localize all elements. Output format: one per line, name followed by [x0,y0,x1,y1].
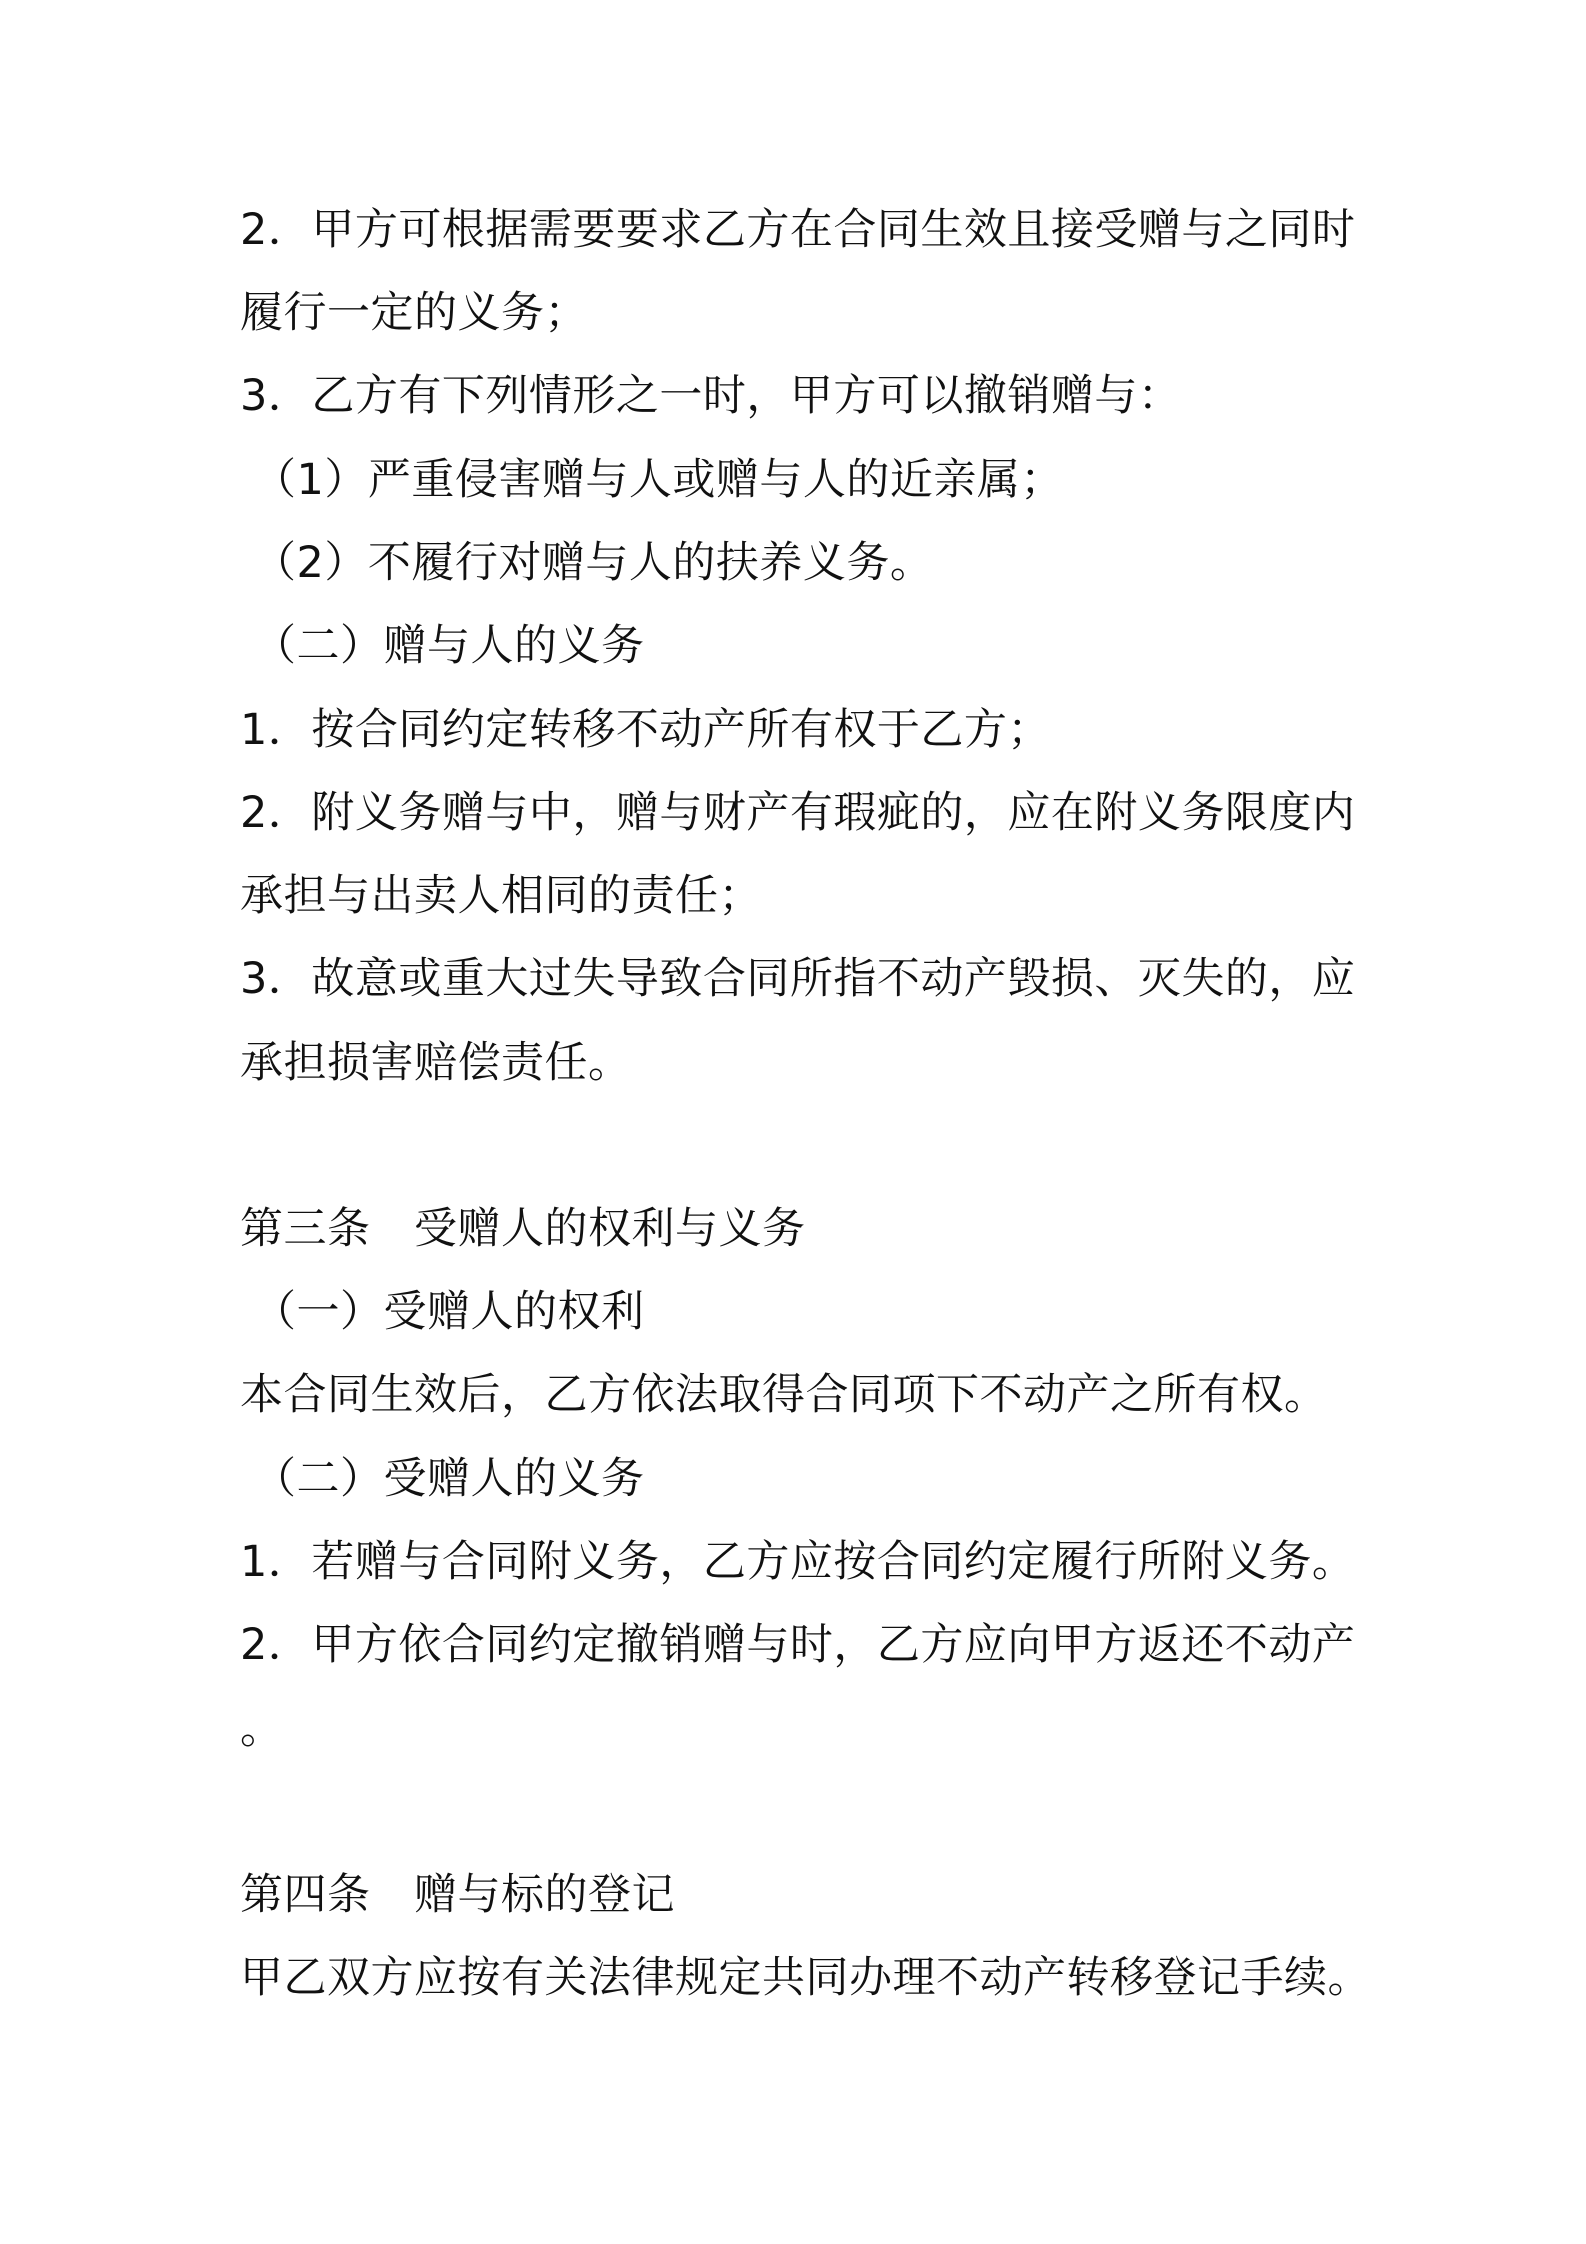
donee-obligation-1: 1．若赠与合同附义务，乙方应按合同约定履行所附义务。 [240,1537,1356,1587]
clause-2-3-item-1: （1）严重侵害赠与人或赠与人的近亲属； [253,455,1064,505]
donor-obligation-2-line-1: 2．附义务赠与中，赠与财产有瑕疵的，应在附义务限度内 [240,788,1356,838]
donee-obligations-heading: （二）受赠人的义务 [253,1454,645,1504]
article-3-heading: 第三条 受赠人的权利与义务 [240,1204,806,1254]
donee-rights-heading: （一）受赠人的权利 [253,1287,645,1337]
donee-obligation-2-line-1: 2．甲方依合同约定撤销赠与时，乙方应向甲方返还不动产 [240,1620,1356,1670]
donor-obligation-3-line-1: 3．故意或重大过失导致合同所指不动产毁损、灭失的，应 [240,954,1356,1004]
clause-2-3: 3．乙方有下列情形之一时，甲方可以撤销赠与： [240,371,1182,421]
article-4-text: 甲乙双方应按有关法律规定共同办理不动产转移登记手续。 [240,1953,1371,2003]
donor-obligation-1: 1．按合同约定转移不动产所有权于乙方； [240,705,1051,755]
donee-rights-text: 本合同生效后，乙方依法取得合同项下不动产之所有权。 [240,1370,1328,1420]
donor-obligation-3-line-2: 承担损害赔偿责任。 [240,1038,632,1088]
clause-2-2-line-2: 履行一定的义务； [240,288,588,338]
section-donor-obligations-heading: （二）赠与人的义务 [253,621,645,671]
donor-obligation-2-line-2: 承担与出卖人相同的责任； [240,871,762,921]
donee-obligation-2-line-2: 。 [240,1704,284,1754]
clause-2-2-line-1: 2．甲方可根据需要要求乙方在合同生效且接受赠与之同时 [240,205,1356,255]
article-4-heading: 第四条 赠与标的登记 [240,1870,675,1920]
clause-2-3-item-2: （2）不履行对赠与人的扶养义务。 [253,538,934,588]
